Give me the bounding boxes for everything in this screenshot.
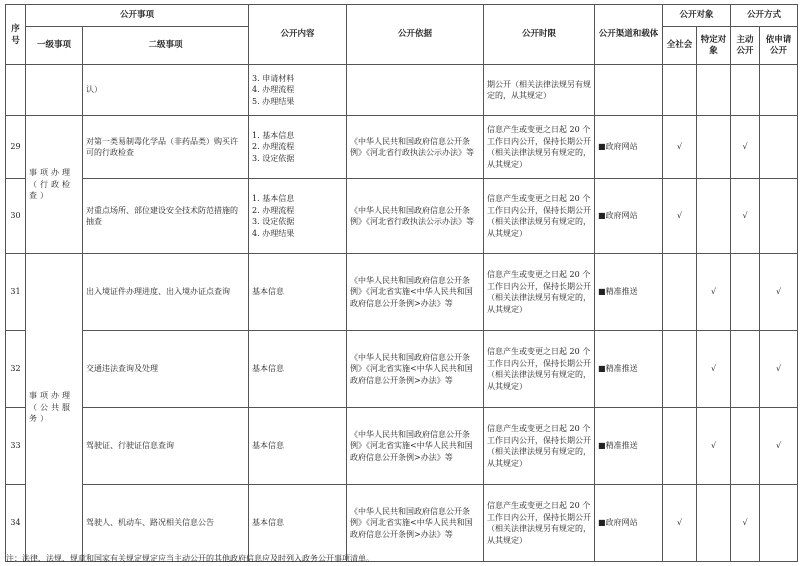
header-seq: 序号 [6, 5, 26, 65]
content-item: 3. 申请材料 [252, 73, 295, 83]
content-item: 基本信息 [252, 364, 285, 374]
content-item: 2. 办理流程 [252, 142, 295, 152]
cell-on-request [760, 485, 798, 562]
cell-channel [595, 65, 663, 116]
cell-proactive: √ [731, 116, 760, 179]
cell-level2: 出入境证件办理进度、出入境办证点查询 [83, 254, 249, 331]
cell-seq: 31 [6, 254, 26, 331]
footnote: 注：法律、法规、规章和国家有关规定规定应当主动公开的其他政府信息应及时列入政务公开事项清单。 [6, 554, 374, 563]
header-on-request: 依申请公开 [760, 27, 798, 65]
cell-specific: √ [697, 408, 731, 485]
cell-seq: 29 [6, 116, 26, 179]
cell-time-limit: 信息产生或变更之日起 20 个工作日内公开，保持长期公开（相关法律法规另有规定的，从其规定） [484, 331, 595, 408]
cell-content [249, 116, 347, 179]
content-item: 1. 基本信息 [252, 194, 295, 203]
cell-level1 [26, 65, 83, 116]
cell-seq: 32 [6, 331, 26, 408]
cell-level2: 驾驶人、机动车、路况相关信息公告 [83, 485, 249, 562]
cell-level2: 驾驶证、行驶证信息查询 [83, 408, 249, 485]
cell-time-limit: 信息产生或变更之日起 20 个工作日内公开，保持长期公开（相关法律法规另有规定的，从其规定） [484, 179, 595, 254]
table-row [6, 408, 798, 485]
content-item: 2. 办理流程 [252, 205, 295, 215]
content-item: 3. 设定依据 [252, 217, 295, 226]
cell-basis [347, 65, 484, 116]
header-channel: 公开渠道和载体 [595, 5, 663, 65]
cell-seq: 30 [6, 179, 26, 254]
header-method-group: 公开方式 [731, 5, 798, 27]
header-level1: 一级事项 [26, 27, 83, 65]
cell-level2: 交通违法查询及处理 [83, 331, 249, 408]
cell-channel: ■精准推送 [595, 331, 663, 408]
cell-specific: √ [697, 331, 731, 408]
header-content: 公开内容 [249, 5, 347, 65]
cell-on-request [760, 179, 798, 254]
cell-specific [697, 179, 731, 254]
cell-channel: ■政府网站 [595, 179, 663, 254]
cell-channel: ■精准推送 [595, 254, 663, 331]
table-row [6, 116, 798, 179]
header-basis: 公开依据 [347, 5, 484, 65]
cell-on-request: √ [760, 408, 798, 485]
cell-basis: 《中华人民共和国政府信息公开条例》《河北省实施<中华人民共和国政府信息公开条例>办法》等 [347, 485, 484, 562]
cell-level1: 事项办理（公共服务） [26, 254, 83, 562]
cell-basis: 《中华人民共和国政府信息公开条例》《河北省实施<中华人民共和国政府信息公开条例>办法》等 [347, 331, 484, 408]
cell-specific [697, 65, 731, 116]
cell-basis: 《中华人民共和国政府信息公开条例》《河北省实施<中华人民共和国政府信息公开条例>办法》等 [347, 408, 484, 485]
cell-level2: 对第一类易制毒化学品（非药品类）购买许可的行政检查 [83, 116, 249, 179]
cell-content [249, 408, 347, 485]
cell-content [249, 254, 347, 331]
header-time-limit: 公开时限 [484, 5, 595, 65]
disclosure-table [5, 4, 798, 562]
cell-seq: 33 [6, 408, 26, 485]
table-row [6, 179, 798, 254]
content-item: 基本信息 [252, 518, 285, 528]
cell-basis: 《中华人民共和国政府信息公开条例》《河北省行政执法公示办法》等 [347, 116, 484, 179]
cell-time-limit: 信息产生或变更之日起 20 个工作日内公开，保持长期公开（相关法律法规另有规定的，从其规定） [484, 408, 595, 485]
cell-content [249, 485, 347, 562]
content-item: 基本信息 [252, 441, 285, 451]
cell-time-limit: 期公开（相关法律法规另有规定的，从其规定） [484, 65, 595, 116]
cell-level2: 认） [83, 65, 249, 116]
content-item: 4. 办理结果 [252, 228, 295, 238]
cell-all-society [663, 65, 697, 116]
cell-specific [697, 485, 731, 562]
cell-channel: ■政府网站 [595, 485, 663, 562]
cell-channel: ■精准推送 [595, 408, 663, 485]
header-audience-group: 公开对象 [663, 5, 731, 27]
content-item: 1. 基本信息 [252, 130, 295, 140]
cell-content [249, 331, 347, 408]
cell-all-society [663, 254, 697, 331]
cell-all-society [663, 331, 697, 408]
cell-on-request [760, 65, 798, 116]
cell-basis: 《中华人民共和国政府信息公开条例》《河北省实施<中华人民共和国政府信息公开条例>办法》等 [347, 254, 484, 331]
header-level2: 二级事项 [83, 27, 249, 65]
cell-proactive [731, 408, 760, 485]
header-row-1 [6, 5, 798, 27]
table-row-continued [6, 65, 798, 116]
cell-level1: 事项办理（行政检查） [26, 116, 83, 254]
cell-time-limit: 信息产生或变更之日起 20 个工作日内公开，保持长期公开（相关法律法规另有规定的，从其规定） [484, 254, 595, 331]
table-row [6, 485, 798, 562]
cell-time-limit: 信息产生或变更之日起 20 个工作日内公开，保持长期公开（相关法律法规另有规定的，从其规定） [484, 116, 595, 179]
cell-specific [697, 116, 731, 179]
cell-proactive: √ [731, 179, 760, 254]
cell-level2: 对重点场所、部位建设安全技术防范措施的抽查 [83, 179, 249, 254]
table-row [6, 254, 798, 331]
cell-on-request: √ [760, 331, 798, 408]
content-item: 4. 办理流程 [252, 85, 295, 95]
cell-time-limit: 信息产生或变更之日起 20 个工作日内公开，保持长期公开（相关法律法规另有规定的，从其规定） [484, 485, 595, 562]
cell-content [249, 179, 347, 254]
cell-seq [6, 65, 26, 116]
content-item: 3. 设定依据 [252, 153, 295, 163]
cell-all-society: √ [663, 116, 697, 179]
cell-proactive [731, 331, 760, 408]
content-item: 基本信息 [252, 287, 285, 297]
cell-content [249, 65, 347, 116]
header-specific: 特定对象 [697, 27, 731, 65]
cell-all-society: √ [663, 485, 697, 562]
cell-channel: ■政府网站 [595, 116, 663, 179]
cell-on-request [760, 116, 798, 179]
cell-all-society: √ [663, 179, 697, 254]
cell-proactive: √ [731, 485, 760, 562]
cell-specific: √ [697, 254, 731, 331]
cell-basis: 《中华人民共和国政府信息公开条例》《河北省行政执法公示办法》等 [347, 179, 484, 254]
header-all-society: 全社会 [663, 27, 697, 65]
cell-proactive [731, 65, 760, 116]
header-proactive: 主动公开 [731, 27, 760, 65]
cell-proactive [731, 254, 760, 331]
cell-all-society [663, 408, 697, 485]
header-matters-group: 公开事项 [26, 5, 249, 27]
cell-on-request: √ [760, 254, 798, 331]
content-item: 5. 办理结果 [252, 96, 295, 106]
cell-seq: 34 [6, 485, 26, 562]
table-row [6, 331, 798, 408]
